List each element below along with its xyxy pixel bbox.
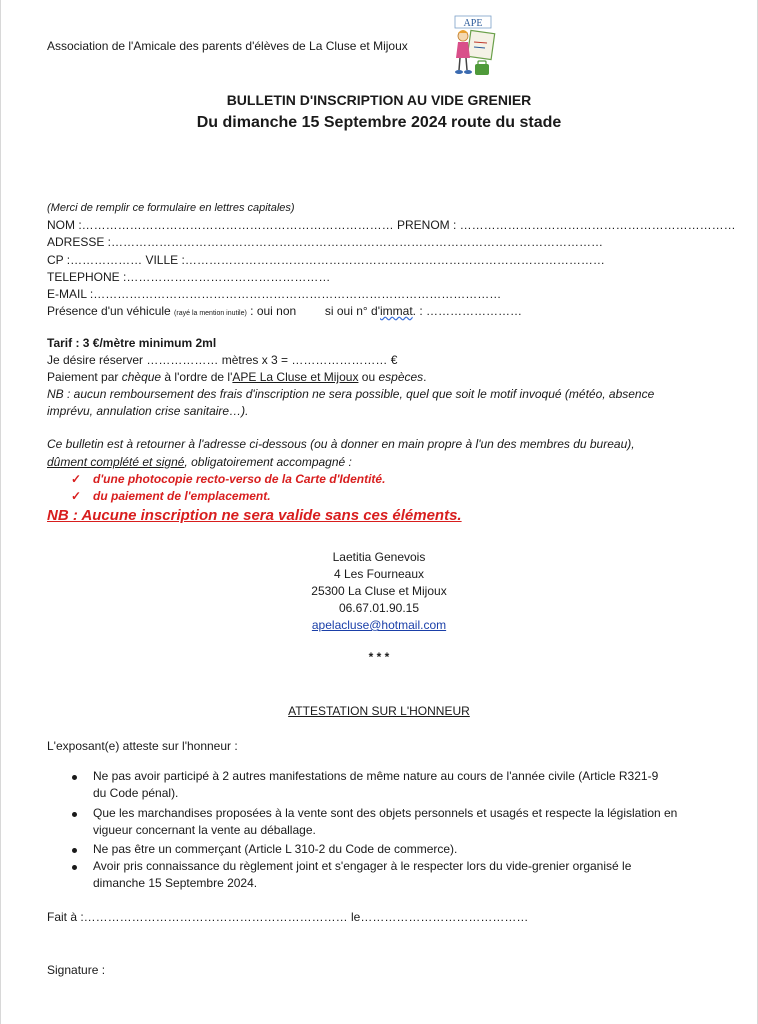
payment-line: Paiement par chèque à l'ordre de l'APE La Cluse et Mijoux ou espèces. <box>47 370 427 384</box>
document-title: BULLETIN D'INSCRIPTION AU VIDE GRENIER <box>226 92 532 108</box>
bullet-icon <box>72 775 77 780</box>
required-item-id: ✓ d'une photocopie recto-verso de la Carte d'Identité. <box>71 472 386 486</box>
attestation-item-1-line-2: du Code pénal). <box>93 786 179 800</box>
contact-email <box>0 618 758 632</box>
ape-logo <box>449 14 497 80</box>
contact-city: 25300 La Cluse et Mijoux <box>311 584 447 598</box>
reservation-line[interactable]: Je désire réserver ……………… mètres x 3 = …………………… € <box>47 353 398 367</box>
contact-phone: 06.67.01.90.15 <box>338 601 420 615</box>
vehicule-choice[interactable]: : oui non <box>246 304 297 318</box>
field-cp-ville[interactable]: CP :……………… VILLE :…………………………………………………………………………………………… <box>47 253 605 267</box>
attestation-item-2-line-2: vigueur concernant la vente au déballage. <box>93 823 316 837</box>
field-adresse[interactable]: ADRESSE :…………………………………………………………………………………………………………… <box>47 235 604 249</box>
attestation-item-3: Ne pas être un commerçant (Article L 310-2 du Code de commerce). <box>93 842 458 856</box>
nb-refund-line-2: imprévu, annulation crise sanitaire…). <box>47 404 249 418</box>
separator-stars: * * * <box>368 650 390 664</box>
tarif-heading: Tarif : 3 €/mètre minimum 2ml <box>47 336 217 350</box>
bullet-icon <box>72 865 77 870</box>
attestation-title: ATTESTATION SUR L'HONNEUR <box>288 704 470 718</box>
attestation-intro: L'exposant(e) atteste sur l'honneur : <box>47 739 238 753</box>
page-left-edge <box>0 0 1 1024</box>
contact-email-link[interactable]: apelacluse@hotmail.com <box>311 618 447 632</box>
return-instructions-1: Ce bulletin est à retourner à l'adresse ci-dessous (ou à donner en main propre à l'un des membres du bureau), <box>47 437 635 451</box>
field-vehicule[interactable] <box>47 304 522 318</box>
field-telephone[interactable]: TELEPHONE :…………………………………………… <box>47 270 331 284</box>
immat-field[interactable]: . : …………………… <box>412 304 523 318</box>
form-instruction: (Merci de remplir ce formulaire en lettres capitales) <box>47 202 295 214</box>
contact-street: 4 Les Fourneaux <box>333 567 425 581</box>
field-email[interactable]: E-MAIL :………………………………………………………………………………………… <box>47 287 502 301</box>
nb-warning: NB : Aucune inscription ne sera valide sans ces éléments. <box>47 507 462 524</box>
fait-a-field[interactable]: Fait à :………………………………………………………… le…………………………………… <box>47 910 529 924</box>
immat-word: immat <box>380 304 413 318</box>
signature-label: Signature : <box>47 963 106 977</box>
nb-refund-line-1: NB : aucun remboursement des frais d'inscription ne sera possible, quel que soit le motif invoqué (météo, absence <box>47 387 655 401</box>
association-name: Association de l'Amicale des parents d'élèves de La Cluse et Mijoux <box>47 39 408 53</box>
return-instructions-2: dûment complété et signé, obligatoirement accompagné : <box>47 455 352 469</box>
bullet-icon <box>72 812 77 817</box>
checkmark-icon: ✓ <box>71 489 82 503</box>
attestation-item-4-line-2: dimanche 15 Septembre 2024. <box>93 876 258 890</box>
vehicule-label: Présence d'un véhicule <box>47 304 175 318</box>
contact-name: Laetitia Genevois <box>332 550 426 564</box>
attestation-item-4-line-1: Avoir pris connaissance du règlement joint et s'engager à le respecter lors du vide-grenier organisé le <box>93 859 632 873</box>
attestation-item-2-line-1: Que les marchandises proposées à la vente sont des objets personnels et usagés et respecte la législation en <box>93 806 678 820</box>
svg-text:APE: APE <box>463 18 483 29</box>
checkmark-icon: ✓ <box>71 472 82 486</box>
attestation-item-1-line-1: Ne pas avoir participé à 2 autres manifestations de même nature au cours de l'année civile (Article R321-9 <box>93 769 659 783</box>
bullet-icon <box>72 848 77 853</box>
vehicule-note: (rayé la mention inutile) <box>174 310 247 317</box>
field-nom-prenom[interactable]: NOM :…………………………………………………………………… PRENOM : …………………………………………………………… <box>47 218 736 232</box>
immat-label: si oui n° d' <box>324 304 380 318</box>
document-subtitle: Du dimanche 15 Septembre 2024 route du stade <box>196 114 562 131</box>
required-item-payment: ✓ du paiement de l'emplacement. <box>71 489 271 503</box>
